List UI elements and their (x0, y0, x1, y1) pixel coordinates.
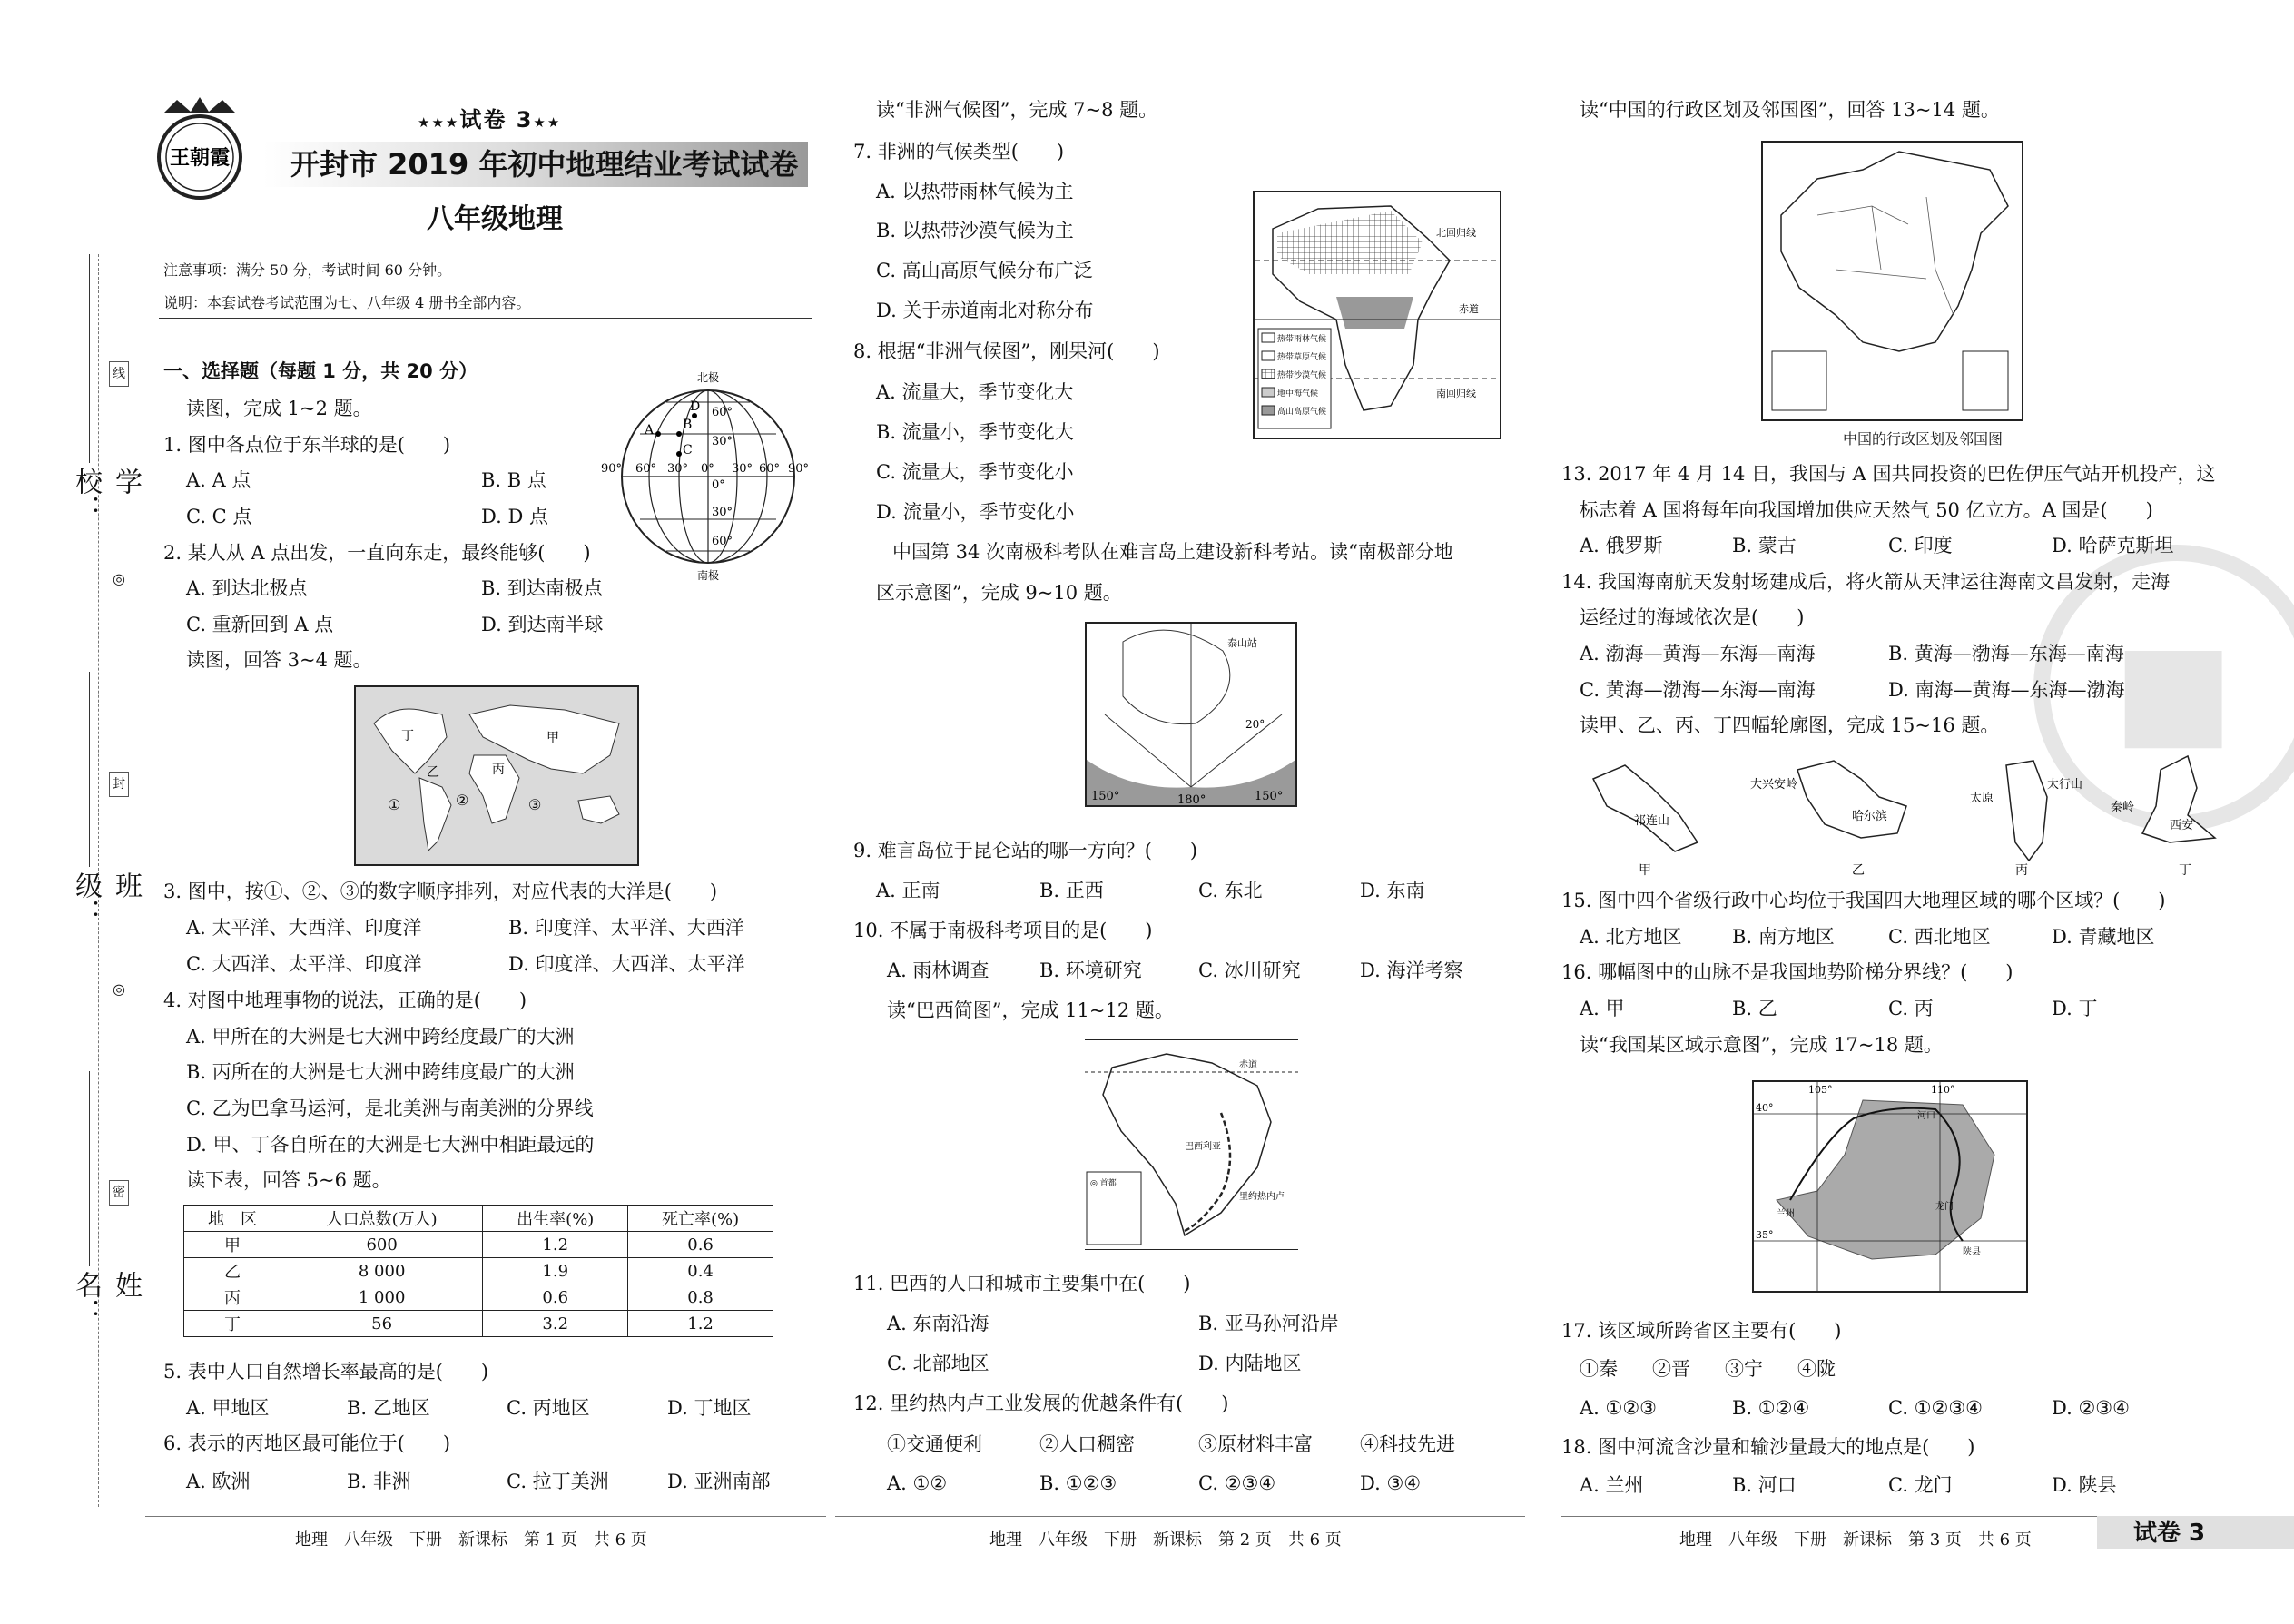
statement-12-1: ①交通便利 (887, 1433, 982, 1455)
option-17b[interactable]: B. ①②④ (1732, 1397, 1810, 1419)
table-cell: 0.6 (483, 1284, 628, 1311)
option-10b[interactable]: B. 环境研究 (1039, 960, 1142, 981)
page-title: 开封市 2019 年初中地理结业考试试卷 (290, 147, 799, 182)
star-icon: ★★ (533, 114, 562, 131)
ornament-icon: ◎ (113, 570, 125, 587)
question-12: 12. 里约热内卢工业发展的优越条件有( ) (853, 1393, 1229, 1414)
option-9a[interactable]: A. 正南 (876, 880, 940, 901)
option-2c[interactable]: C. 重新回到 A 点 (186, 614, 334, 635)
svg-text:60°: 60° (635, 462, 657, 476)
option-11c[interactable]: C. 北部地区 (887, 1353, 989, 1374)
region-map (1752, 1080, 2028, 1293)
svg-text:30°: 30° (712, 506, 733, 519)
table-cell: 丁 (184, 1311, 281, 1337)
option-9b[interactable]: B. 正西 (1039, 880, 1104, 901)
option-16d[interactable]: D. 丁 (2052, 998, 2098, 1019)
svg-text:乙: 乙 (427, 765, 439, 780)
option-11a[interactable]: A. 东南沿海 (887, 1313, 989, 1334)
svg-text:热带雨林气候: 热带雨林气候 (1277, 335, 1327, 344)
seal-box-seal: 封 (109, 772, 129, 797)
table-cell: 乙 (184, 1258, 281, 1284)
statement-17-2: ②晋 (1652, 1358, 1690, 1380)
svg-text:丁: 丁 (401, 729, 414, 743)
option-18b[interactable]: B. 河口 (1732, 1474, 1797, 1496)
svg-text:150°: 150° (1255, 790, 1284, 803)
svg-text:②: ② (456, 792, 469, 809)
option-11d[interactable]: D. 内陆地区 (1198, 1353, 1302, 1374)
option-4d[interactable]: D. 甲、丁各自所在的大洲是七大洲中相距最远的 (186, 1134, 595, 1156)
logo (150, 95, 250, 204)
china-map-caption: 中国的行政区划及邻国图 (1843, 430, 2004, 448)
table-cell: 1.9 (483, 1258, 628, 1284)
question-6: 6. 表示的丙地区最可能位于( ) (163, 1432, 451, 1454)
option-10d[interactable]: D. 海洋考察 (1360, 960, 1463, 981)
table-cell: 1.2 (483, 1232, 628, 1258)
seal-box-secret: 密 (109, 1180, 129, 1206)
option-3d[interactable]: D. 印度洋、大西洋、太平洋 (508, 953, 745, 975)
svg-text:泰山站: 泰山站 (1227, 637, 1257, 649)
option-10c[interactable]: C. 冰川研究 (1198, 960, 1301, 981)
svg-text:丁: 丁 (2179, 863, 2191, 878)
option-1b[interactable]: B. B 点 (481, 469, 546, 491)
option-16b[interactable]: B. 乙 (1732, 998, 1777, 1019)
option-14c[interactable]: C. 黄海—渤海—东海—南海 (1580, 679, 1816, 701)
school-label: 学校： (70, 468, 142, 522)
section-heading: 一、选择题（每题 1 分，共 20 分） (163, 360, 478, 382)
intro-q13-14: 读“中国的行政区划及邻国图”，回答 13~14 题。 (1580, 99, 2000, 121)
class-label: 班级： (70, 871, 142, 926)
option-7b[interactable]: B. 以热带沙漠气候为主 (876, 220, 1074, 241)
option-14b[interactable]: B. 黄海—渤海—东海—南海 (1888, 643, 2124, 664)
svg-text:北回归线: 北回归线 (1436, 227, 1476, 239)
option-12c[interactable]: C. ②③④ (1198, 1472, 1276, 1494)
svg-text:丙: 丙 (492, 763, 505, 777)
option-13b[interactable]: B. 蒙古 (1732, 535, 1797, 556)
option-16a[interactable]: A. 甲 (1580, 998, 1625, 1019)
intro-q9-10-line1: 中国第 34 次南极科考队在难言岛上建设新科考站。读“南极部分地 (892, 541, 1453, 563)
question-5: 5. 表中人口自然增长率最高的是( ) (163, 1361, 489, 1383)
svg-text:龙门: 龙门 (1935, 1202, 1954, 1212)
svg-text:40°: 40° (1756, 1102, 1774, 1114)
svg-text:0°: 0° (701, 462, 714, 476)
globe-figure (599, 363, 817, 581)
svg-text:35°: 35° (1756, 1229, 1774, 1241)
star-icon: ★★★ (418, 114, 460, 131)
option-4b[interactable]: B. 丙所在的大洲是七大洲中跨纬度最广的大洲 (186, 1061, 575, 1083)
svg-text:地中海气候: 地中海气候 (1277, 389, 1319, 399)
option-10a[interactable]: A. 雨林调查 (887, 960, 989, 981)
option-7a[interactable]: A. 以热带雨林气候为主 (876, 181, 1074, 202)
svg-text:30°: 30° (667, 462, 689, 476)
table-cell: 0.6 (628, 1232, 773, 1258)
option-8c[interactable]: C. 流量大，季节变化小 (876, 461, 1074, 483)
footer-page-2: 地理 八年级 下册 新课标 第 2 页 共 6 页 (989, 1530, 1342, 1550)
option-3a[interactable]: A. 太平洋、大西洋、印度洋 (186, 917, 422, 939)
svg-text:甲: 甲 (1639, 863, 1651, 878)
option-9d[interactable]: D. 东南 (1360, 880, 1425, 901)
svg-text:南回归线: 南回归线 (1436, 388, 1476, 399)
province-outlines (1589, 752, 2260, 879)
svg-text:北极: 北极 (696, 371, 720, 384)
svg-text:哈尔滨: 哈尔滨 (1852, 810, 1888, 823)
table-cell: 1.2 (628, 1311, 773, 1337)
svg-text:A: A (645, 423, 655, 438)
svg-text:150°: 150° (1091, 790, 1120, 803)
table-header: 出生率(%) (483, 1206, 628, 1232)
option-15c[interactable]: C. 西北地区 (1888, 926, 1991, 948)
statement-12-4: ④科技先进 (1360, 1433, 1455, 1455)
option-4c[interactable]: C. 乙为巴拿马运河，是北美洲与南美洲的分界线 (186, 1097, 594, 1119)
statement-17-4: ④陇 (1797, 1358, 1836, 1380)
page-2 (835, 0, 1525, 1624)
intro-q5-6: 读下表，回答 5~6 题。 (186, 1169, 391, 1191)
svg-text:60°: 60° (712, 535, 733, 548)
table-cell: 3.2 (483, 1311, 628, 1337)
table-cell: 1 000 (281, 1284, 482, 1311)
option-5a[interactable]: A. 甲地区 (186, 1397, 270, 1419)
option-2a[interactable]: A. 到达北极点 (186, 577, 308, 599)
option-6c[interactable]: C. 拉丁美洲 (507, 1471, 609, 1492)
option-8b[interactable]: B. 流量小，季节变化大 (876, 421, 1074, 443)
table-cell: 8 000 (281, 1258, 482, 1284)
option-1c[interactable]: C. C 点 (186, 506, 252, 527)
option-17c[interactable]: C. ①②③④ (1888, 1397, 1983, 1419)
option-11b[interactable]: B. 亚马孙河沿岸 (1198, 1313, 1339, 1334)
option-1d[interactable]: D. D 点 (481, 506, 548, 527)
option-18c[interactable]: C. 龙门 (1888, 1474, 1953, 1496)
question-3: 3. 图中，按①、②、③的数字顺序排列，对应代表的大洋是( ) (163, 881, 718, 902)
option-6b[interactable]: B. 非洲 (347, 1471, 411, 1492)
world-map (354, 685, 639, 866)
option-3c[interactable]: C. 大西洋、太平洋、印度洋 (186, 953, 422, 975)
svg-text:D: D (690, 399, 701, 414)
intro-q9-10-line2: 区示意图”，完成 9~10 题。 (876, 582, 1122, 604)
statement-17-1: ①秦 (1580, 1358, 1618, 1380)
footer-page-3: 地理 八年级 下册 新课标 第 3 页 共 6 页 (1679, 1530, 2032, 1550)
svg-text:90°: 90° (788, 462, 810, 476)
option-8d[interactable]: D. 流量小，季节变化小 (876, 501, 1075, 523)
option-18a[interactable]: A. 兰州 (1580, 1474, 1644, 1496)
svg-text:王朝霞: 王朝霞 (169, 146, 231, 170)
option-7c[interactable]: C. 高山高原气候分布广泛 (876, 260, 1093, 281)
option-15d[interactable]: D. 青藏地区 (2052, 926, 2155, 948)
question-11: 11. 巴西的人口和城市主要集中在( ) (853, 1273, 1191, 1294)
option-9c[interactable]: C. 东北 (1198, 880, 1263, 901)
svg-text:90°: 90° (601, 462, 623, 476)
brazil-map (1085, 1039, 1298, 1250)
svg-text:110°: 110° (1931, 1084, 1955, 1096)
option-13a[interactable]: A. 俄罗斯 (1580, 535, 1663, 556)
svg-text:60°: 60° (712, 406, 733, 419)
table-cell: 600 (281, 1232, 482, 1258)
logo-emblem-icon (150, 95, 250, 204)
svg-text:30°: 30° (712, 435, 733, 448)
option-3b[interactable]: B. 印度洋、太平洋、大西洋 (508, 917, 744, 939)
page-3 (1561, 0, 2294, 1624)
option-15b[interactable]: B. 南方地区 (1732, 926, 1835, 948)
option-12d[interactable]: D. ③④ (1360, 1472, 1422, 1494)
svg-text:太行山: 太行山 (2047, 778, 2083, 792)
class-blank[interactable] (89, 672, 90, 867)
option-14a[interactable]: A. 渤海—黄海—东海—南海 (1580, 643, 1816, 664)
question-13-line2: 标志着 A 国将每年向我国增加供应天然气 50 亿立方。A 国是( ) (1580, 499, 2153, 521)
question-14-line1: 14. 我国海南航天发射场建成后，将火箭从天津运往海南文昌发射，走海 (1561, 571, 2171, 593)
svg-text:秦岭: 秦岭 (2111, 801, 2135, 814)
exam-scope: 说明：本套试卷考试范围为七、八年级 4 册书全部内容。 (163, 294, 531, 311)
svg-text:赤道: 赤道 (1239, 1060, 1257, 1070)
svg-text:C: C (683, 443, 693, 458)
option-5c[interactable]: C. 丙地区 (507, 1397, 590, 1419)
ornament-icon: ◎ (113, 980, 125, 998)
option-17d[interactable]: D. ②③④ (2052, 1397, 2130, 1419)
option-13d[interactable]: D. 哈萨克斯坦 (2052, 535, 2174, 556)
option-14d[interactable]: D. 南海—黄海—东海—渤海 (1888, 679, 2125, 701)
intro-q11-12: 读“巴西简图”，完成 11~12 题。 (887, 999, 1174, 1021)
question-17: 17. 该区域所跨省区主要有( ) (1561, 1320, 1842, 1342)
table-cell: 56 (281, 1311, 482, 1337)
svg-text:祁连山: 祁连山 (1634, 814, 1670, 828)
option-15a[interactable]: A. 北方地区 (1580, 926, 1682, 948)
table-row (184, 1284, 773, 1311)
intro-q7-8: 读“非洲气候图”，完成 7~8 题。 (876, 99, 1158, 121)
name-label: 姓名： (70, 1271, 142, 1325)
option-13c[interactable]: C. 印度 (1888, 535, 1953, 556)
table-header-row (184, 1206, 773, 1232)
population-table (183, 1205, 773, 1337)
secret-seal-icon: ■ (2113, 615, 2234, 763)
statement-12-2: ②人口稠密 (1039, 1433, 1135, 1455)
china-admin-map (1761, 141, 2023, 421)
seal-box-line: 线 (109, 361, 129, 387)
svg-text:大兴安岭: 大兴安岭 (1750, 778, 1798, 792)
question-18: 18. 图中河流含沙量和输沙量最大的地点是( ) (1561, 1436, 1975, 1458)
option-8a[interactable]: A. 流量大，季节变化大 (876, 381, 1074, 403)
table-cell: 0.8 (628, 1284, 773, 1311)
option-16c[interactable]: C. 丙 (1888, 998, 1934, 1019)
table-cell: 丙 (184, 1284, 281, 1311)
svg-text:西安: 西安 (2170, 819, 2194, 832)
page-subtitle: 八年级地理 (427, 203, 563, 235)
svg-text:赤道: 赤道 (1459, 303, 1479, 315)
svg-text:兰州: 兰州 (1777, 1209, 1795, 1219)
svg-text:B: B (683, 418, 693, 432)
svg-text:丙: 丙 (2015, 863, 2028, 878)
table-cell: 0.4 (628, 1258, 773, 1284)
question-16: 16. 哪幅图中的山脉不是我国地势阶梯分界线？( ) (1561, 961, 2013, 983)
svg-text:河口: 河口 (1917, 1111, 1935, 1121)
svg-text:里约热内卢: 里约热内卢 (1239, 1192, 1285, 1202)
exam-notice: 注意事项：满分 50 分，考试时间 60 分钟。 (163, 261, 452, 279)
option-7d[interactable]: D. 关于赤道南北对称分布 (876, 300, 1094, 321)
name-blank[interactable] (89, 1071, 90, 1266)
question-8: 8. 根据“非洲气候图”，刚果河( ) (853, 340, 1160, 362)
option-12b[interactable]: B. ①②③ (1039, 1472, 1117, 1494)
intro-q15-16: 读甲、乙、丙、丁四幅轮廓图，完成 15~16 题。 (1580, 714, 2000, 736)
table-header: 地 区 (184, 1206, 281, 1232)
divider (159, 318, 812, 319)
option-2d[interactable]: D. 到达南半球 (481, 614, 604, 635)
question-1: 1. 图中各点位于东半球的是( ) (163, 434, 451, 456)
svg-text:◎ 首都: ◎ 首都 (1090, 1179, 1117, 1188)
svg-text:③: ③ (528, 796, 542, 813)
svg-text:陕县: 陕县 (1963, 1247, 1981, 1257)
option-12a[interactable]: A. ①② (887, 1472, 948, 1494)
footer-rule (145, 1516, 826, 1517)
option-5d[interactable]: D. 丁地区 (667, 1397, 752, 1419)
svg-text:高山高原气候: 高山高原气候 (1277, 408, 1327, 417)
table-row (184, 1232, 773, 1258)
svg-text:乙: 乙 (1852, 863, 1865, 878)
table-header: 人口总数(万人) (281, 1206, 482, 1232)
svg-text:20°: 20° (1245, 718, 1265, 731)
statement-12-3: ③原材料丰富 (1198, 1433, 1313, 1455)
svg-text:180°: 180° (1177, 793, 1206, 805)
question-9: 9. 难言岛位于昆仑站的哪一方向？( ) (853, 840, 1198, 861)
table-row (184, 1258, 773, 1284)
svg-text:①: ① (388, 796, 401, 813)
question-15: 15. 图中四个省级行政中心均位于我国四大地理区域的哪个区域？( ) (1561, 890, 2166, 911)
option-5b[interactable]: B. 乙地区 (347, 1397, 430, 1419)
intro-q3-4: 读图，回答 3~4 题。 (186, 649, 372, 671)
option-4a[interactable]: A. 甲所在的大洲是七大洲中跨经度最广的大洲 (186, 1026, 575, 1048)
school-blank[interactable] (89, 254, 90, 463)
series-label: ★★★试卷 3★★ (418, 107, 562, 133)
footer-page-1: 地理 八年级 下册 新课标 第 1 页 共 6 页 (295, 1530, 647, 1550)
africa-climate-map (1253, 191, 1501, 439)
svg-text:热带草原气候: 热带草原气候 (1277, 353, 1327, 362)
question-2: 2. 某人从 A 点出发，一直向东走，最终能够( ) (163, 542, 591, 564)
question-13-line1: 13. 2017 年 4 月 14 日，我国与 A 国共同投资的巴佐伊压气站开机投产，这 (1561, 463, 2216, 485)
intro-q17-18: 读“我国某区域示意图”，完成 17~18 题。 (1580, 1034, 1943, 1056)
option-6a[interactable]: A. 欧洲 (186, 1471, 251, 1492)
table-header: 死亡率(%) (628, 1206, 773, 1232)
svg-text:0°: 0° (712, 478, 725, 492)
option-17a[interactable]: A. ①②③ (1580, 1397, 1657, 1419)
option-1a[interactable]: A. A 点 (186, 469, 251, 491)
svg-text:甲: 甲 (546, 731, 559, 745)
intro-q1-2: 读图，完成 1~2 题。 (186, 398, 372, 419)
svg-text:南极: 南极 (696, 569, 720, 581)
svg-text:太原: 太原 (1970, 792, 1994, 805)
question-7: 7. 非洲的气候类型( ) (853, 141, 1065, 162)
svg-text:30°: 30° (732, 462, 753, 476)
svg-text:热带沙漠气候: 热带沙漠气候 (1277, 371, 1327, 380)
question-10: 10. 不属于南极科考项目的是( ) (853, 920, 1153, 941)
svg-text:巴西利亚: 巴西利亚 (1185, 1142, 1221, 1152)
statement-17-3: ③宁 (1725, 1358, 1763, 1380)
svg-text:60°: 60° (759, 462, 781, 476)
page-1 (145, 0, 826, 1624)
question-4: 4. 对图中地理事物的说法，正确的是( ) (163, 989, 527, 1011)
footer-rule (835, 1516, 1525, 1517)
option-18d[interactable]: D. 陕县 (2052, 1474, 2117, 1496)
option-2b[interactable]: B. 到达南极点 (481, 577, 603, 599)
option-6d[interactable]: D. 亚洲南部 (667, 1471, 771, 1492)
series-badge: 试卷 3 (2133, 1520, 2206, 1547)
table-cell: 甲 (184, 1232, 281, 1258)
table-row (184, 1311, 773, 1337)
antarctic-map (1085, 622, 1297, 807)
question-14-line2: 运经过的海域依次是( ) (1580, 606, 1805, 628)
svg-text:105°: 105° (1808, 1084, 1833, 1096)
